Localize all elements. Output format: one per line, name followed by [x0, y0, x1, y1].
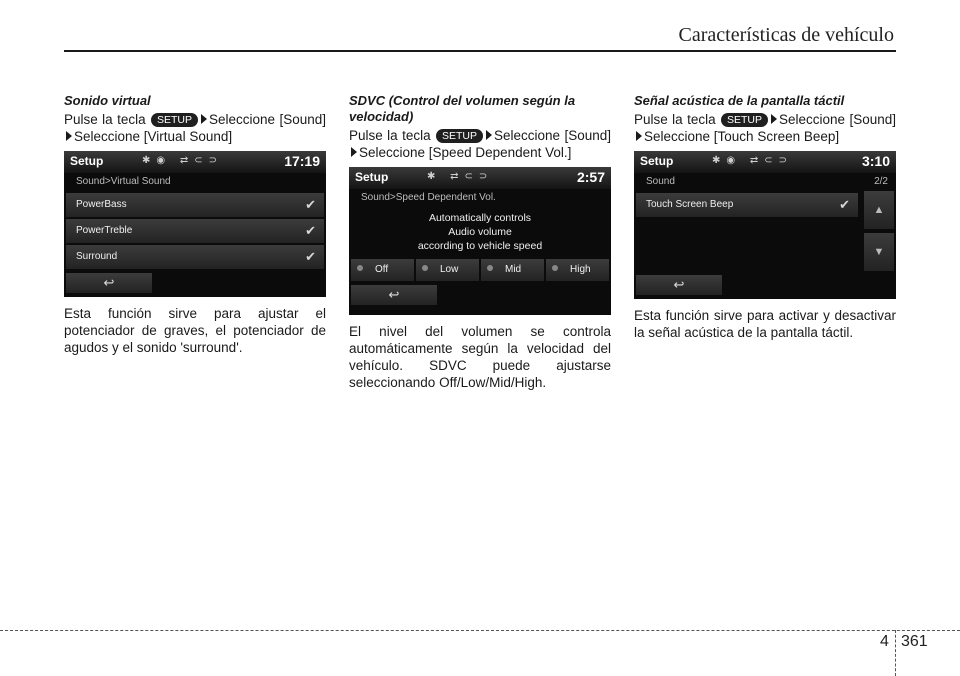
sdvc-explanation: Automatically controls Audio volume according to vehicle speed — [417, 212, 543, 252]
section-description: Esta función sirve para ajustar el potenciador de graves, el potenciador de agudos y el sonido 'surround'. — [64, 306, 326, 355]
screen-sdvc — [349, 167, 611, 315]
arrow-right-icon — [771, 114, 777, 124]
screen-breadcrumb: Sound>Virtual Sound — [76, 176, 171, 187]
option-high[interactable]: High — [546, 259, 609, 281]
setup-key-badge: SETUP — [436, 129, 483, 143]
section-description: Esta función sirve para activar y desactivar la señal acústica de la pantalla táctil. — [634, 308, 896, 340]
radio-icon — [552, 265, 558, 271]
instr-text: Pulse la tecla — [64, 112, 146, 127]
instructions — [349, 127, 611, 161]
setup-key-badge: SETUP — [151, 113, 198, 127]
instr-text: Seleccione [Sound] — [209, 112, 326, 127]
instr-text: Pulse la tecla — [349, 128, 431, 143]
arrow-right-icon — [636, 131, 642, 141]
instr-text: Seleccione [Virtual Sound] — [74, 129, 233, 144]
back-arrow-icon: ↩ — [388, 287, 400, 302]
section-title: Señal acústica de la pantalla táctil — [634, 93, 845, 108]
instructions — [64, 111, 326, 145]
footer-separator — [895, 630, 896, 676]
section-title: SDVC (Control del volumen según la velocidad) — [349, 93, 576, 124]
screen-clock: 3:10 — [861, 153, 890, 169]
instr-text: Seleccione [Speed Dependent Vol.] — [359, 145, 572, 160]
back-button[interactable] — [636, 275, 722, 295]
screen-breadcrumb: Sound>Speed Dependent Vol. — [361, 192, 496, 203]
instructions — [634, 111, 896, 145]
chapter-number: 4 — [880, 633, 889, 650]
back-arrow-icon: ↩ — [103, 275, 115, 290]
scroll-down-button[interactable] — [864, 233, 894, 271]
page-indicator: 2/2 — [874, 176, 888, 187]
radio-icon — [357, 265, 363, 271]
page-number: 361 — [901, 633, 928, 650]
status-icons: ✱ ⇄⊂⊃ — [427, 171, 494, 182]
menu-item-touch-screen-beep[interactable]: Touch Screen Beep ✔ — [636, 193, 858, 217]
instr-text: Seleccione [Sound] — [779, 112, 896, 127]
radio-icon — [487, 265, 493, 271]
screen-titlebar — [64, 151, 326, 173]
check-icon: ✔ — [305, 223, 316, 238]
screen-virtual-sound — [64, 151, 326, 297]
scroll-up-button[interactable] — [864, 191, 894, 229]
check-icon: ✔ — [305, 197, 316, 212]
status-icons: ✱◉ ⇄⊂⊃ — [712, 155, 794, 166]
section-touch-beep — [634, 93, 896, 341]
screen-titlebar — [349, 167, 611, 189]
arrow-right-icon — [201, 114, 207, 124]
option-off[interactable]: Off — [351, 259, 414, 281]
menu-item-powertreble[interactable]: PowerTreble ✔ — [66, 219, 324, 243]
sdvc-options — [351, 259, 609, 281]
status-icons: ✱◉ ⇄⊂⊃ — [142, 155, 224, 166]
back-button[interactable] — [351, 285, 437, 305]
menu-item-surround[interactable]: Surround ✔ — [66, 245, 324, 269]
section-title: Sonido virtual — [64, 93, 151, 108]
instr-text: Seleccione [Touch Screen Beep] — [644, 129, 840, 144]
screen-clock: 17:19 — [284, 153, 320, 169]
check-icon: ✔ — [839, 197, 850, 212]
check-icon: ✔ — [305, 249, 316, 264]
section-sdvc — [349, 93, 611, 391]
back-button[interactable] — [66, 273, 152, 293]
triangle-up-icon: ▲ — [873, 204, 885, 216]
screen-title: Setup — [640, 154, 674, 168]
arrow-right-icon — [66, 131, 72, 141]
menu-item-powerbass[interactable]: PowerBass ✔ — [66, 193, 324, 217]
option-mid[interactable]: Mid — [481, 259, 544, 281]
instr-text: Seleccione [Sound] — [494, 128, 611, 143]
screen-breadcrumb: Sound 2/2 — [634, 173, 896, 191]
section-virtual-sound — [64, 93, 326, 356]
radio-icon — [422, 265, 428, 271]
screen-clock: 2:57 — [576, 169, 605, 185]
screen-title: Setup — [355, 170, 389, 184]
back-arrow-icon: ↩ — [673, 277, 685, 292]
arrow-right-icon — [351, 147, 357, 157]
option-low[interactable]: Low — [416, 259, 479, 281]
section-description: El nivel del volumen se controla automáticamente según la velocidad del vehículo. SDVC puede ajustarse seleccionando Off/Low/Mid/High. — [349, 324, 611, 390]
screen-titlebar — [634, 151, 896, 173]
setup-key-badge: SETUP — [721, 113, 768, 127]
triangle-down-icon: ▼ — [873, 246, 885, 258]
screen-title: Setup — [70, 154, 104, 168]
arrow-right-icon — [486, 130, 492, 140]
footer-rule — [0, 630, 960, 631]
screen-touch-beep — [634, 151, 896, 299]
header-rule — [64, 50, 896, 52]
chapter-header-title: Características de vehículo — [678, 24, 894, 46]
instr-text: Pulse la tecla — [634, 112, 716, 127]
